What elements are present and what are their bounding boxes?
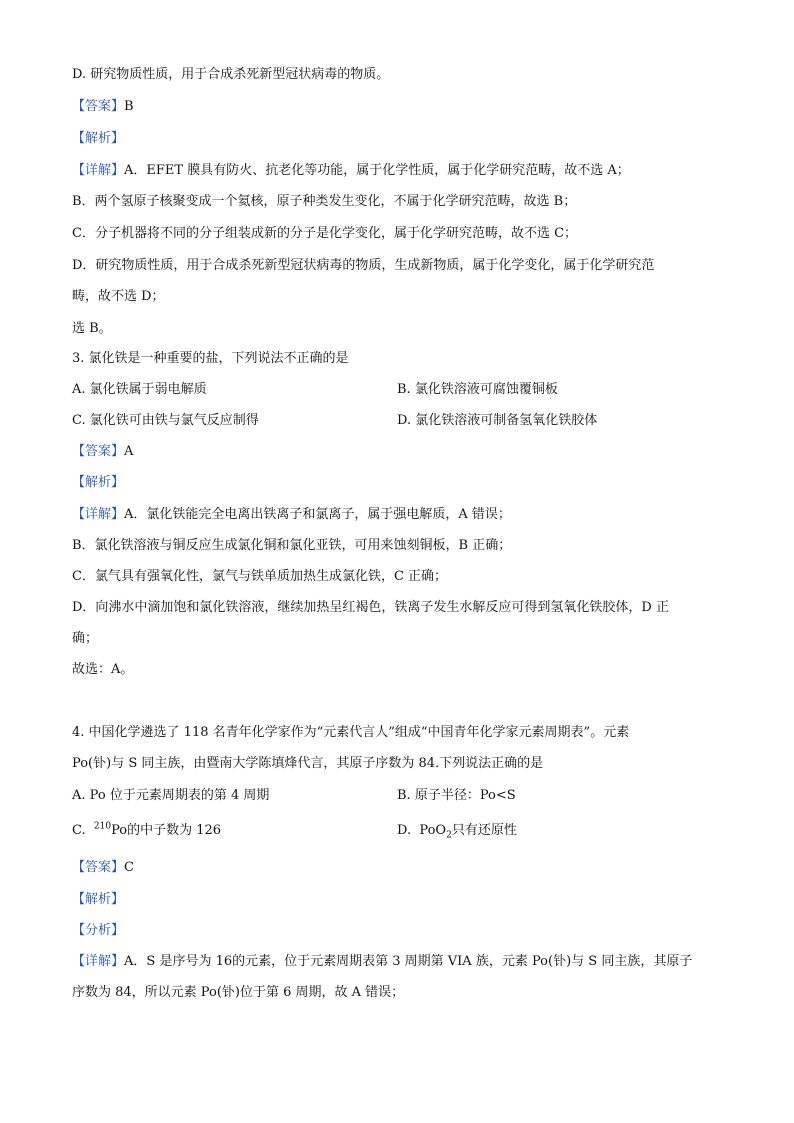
q2-detail-a	[72, 162, 630, 180]
q2-detail-b: B．两个氢原子核聚变成一个氦核，原子种类发生变化，不属于化学研究范畴，故选 B；	[72, 194, 577, 209]
answer-tag: 【答案】	[72, 99, 125, 114]
q3-conclusion: 故选：A。	[72, 662, 134, 677]
q4-detail-a2: 序数为 84，所以元素 Po(钋)位于第 6 周期，故 A 错误；	[72, 985, 405, 1000]
detail-text: A．S 是序号为 16的元素，位于元素周期表第 3 周期第 VIA 族，元素 Po(钋)与 S 同主族，其原子	[124, 954, 693, 969]
q4-option-d	[397, 822, 517, 840]
q4-answer	[72, 859, 134, 877]
q4-detail-a1	[72, 953, 692, 971]
detail-tag: 【详解】	[72, 954, 125, 969]
q3-detail-a	[72, 506, 511, 524]
detail-text: A．EFET 膜具有防火、抗老化等功能，属于化学性质，属于化学研究范畴，故不选 A；	[124, 163, 630, 178]
option-text: 的中子数为 126	[127, 823, 222, 838]
option-label: C.	[72, 823, 86, 838]
detail-tag: 【详解】	[72, 163, 125, 178]
answer-value: B	[124, 99, 134, 114]
q3-detail-d1: D．向沸水中滴加饱和氯化铁溶液，继续加热呈红褐色，铁离子发生水解反应可得到氢氧化铁胶体，D 正	[72, 600, 669, 615]
answer-tag: 【答案】	[72, 860, 125, 875]
q3-option-c: C. 氯化铁可由铁与氯气反应制得	[72, 413, 259, 428]
q3-option-d: D. 氯化铁溶液可制备氢氧化铁胶体	[397, 413, 598, 428]
q4-stem-1: 4. 中国化学遴选了 118 名青年化学家作为“元素代言人”组成“中国青年化学家元素周期表”。元素	[72, 725, 630, 740]
answer-value: C	[124, 860, 134, 875]
option-text: 只有还原性	[451, 823, 517, 838]
q2-detail-d2: 畴，故不选 D；	[72, 289, 165, 304]
q2-detail-c: C．分子机器将不同的分子组装成新的分子是化学变化，属于化学研究范畴，故不选 C；	[72, 226, 578, 241]
q2-conclusion: 选 B。	[72, 321, 112, 336]
q2-answer	[72, 98, 134, 116]
q4-option-a: A. Po 位于元素周期表的第 4 周期	[72, 788, 270, 803]
q3-option-b: B. 氯化铁溶液可腐蚀覆铜板	[397, 382, 558, 397]
mass-number: 210	[93, 821, 112, 832]
q4-option-b: B. 原子半径：Po<S	[397, 788, 516, 803]
answer-value: A	[124, 444, 134, 459]
answer-tag: 【答案】	[72, 444, 125, 459]
q4-option-c	[72, 822, 221, 840]
q3-detail-c: C．氯气具有强氧化性，氯气与铁单质加热生成氯化铁，C 正确；	[72, 569, 448, 584]
detail-text: A．氯化铁能完全电离出铁离子和氯离子，属于强电解质，A 错误；	[124, 507, 511, 522]
q4-analysis2-tag: 【分析】	[72, 923, 125, 938]
q3-option-a: A. 氯化铁属于弱电解质	[72, 382, 207, 397]
q4-analysis-tag: 【解析】	[72, 892, 125, 907]
formula: PoO	[419, 823, 447, 838]
element-symbol: Po	[111, 823, 128, 838]
q3-stem: 3. 氯化铁是一种重要的盐，下列说法不正确的是	[72, 351, 349, 366]
q2-option-d: D. 研究物质性质，用于合成杀死新型冠状病毒的物质。	[72, 67, 390, 82]
q2-detail-d1: D．研究物质性质，用于合成杀死新型冠状病毒的物质，生成新物质，属于化学变化，属于化学研究范	[72, 258, 655, 273]
option-label: D.	[397, 823, 412, 838]
q3-detail-d2: 确；	[72, 631, 99, 646]
formula-subscript: 2	[446, 830, 452, 841]
q4-stem-2: Po(钋)与 S 同主族，由暨南大学陈填烽代言，其原子序数为 84.下列说法正确的是	[72, 756, 544, 771]
q3-analysis-tag: 【解析】	[72, 475, 125, 490]
q3-answer	[72, 443, 133, 461]
q3-detail-b: B．氯化铁溶液与铜反应生成氯化铜和氯化亚铁，可用来蚀刻铜板，B 正确；	[72, 538, 512, 553]
q2-analysis-tag: 【解析】	[72, 131, 125, 146]
detail-tag: 【详解】	[72, 507, 125, 522]
